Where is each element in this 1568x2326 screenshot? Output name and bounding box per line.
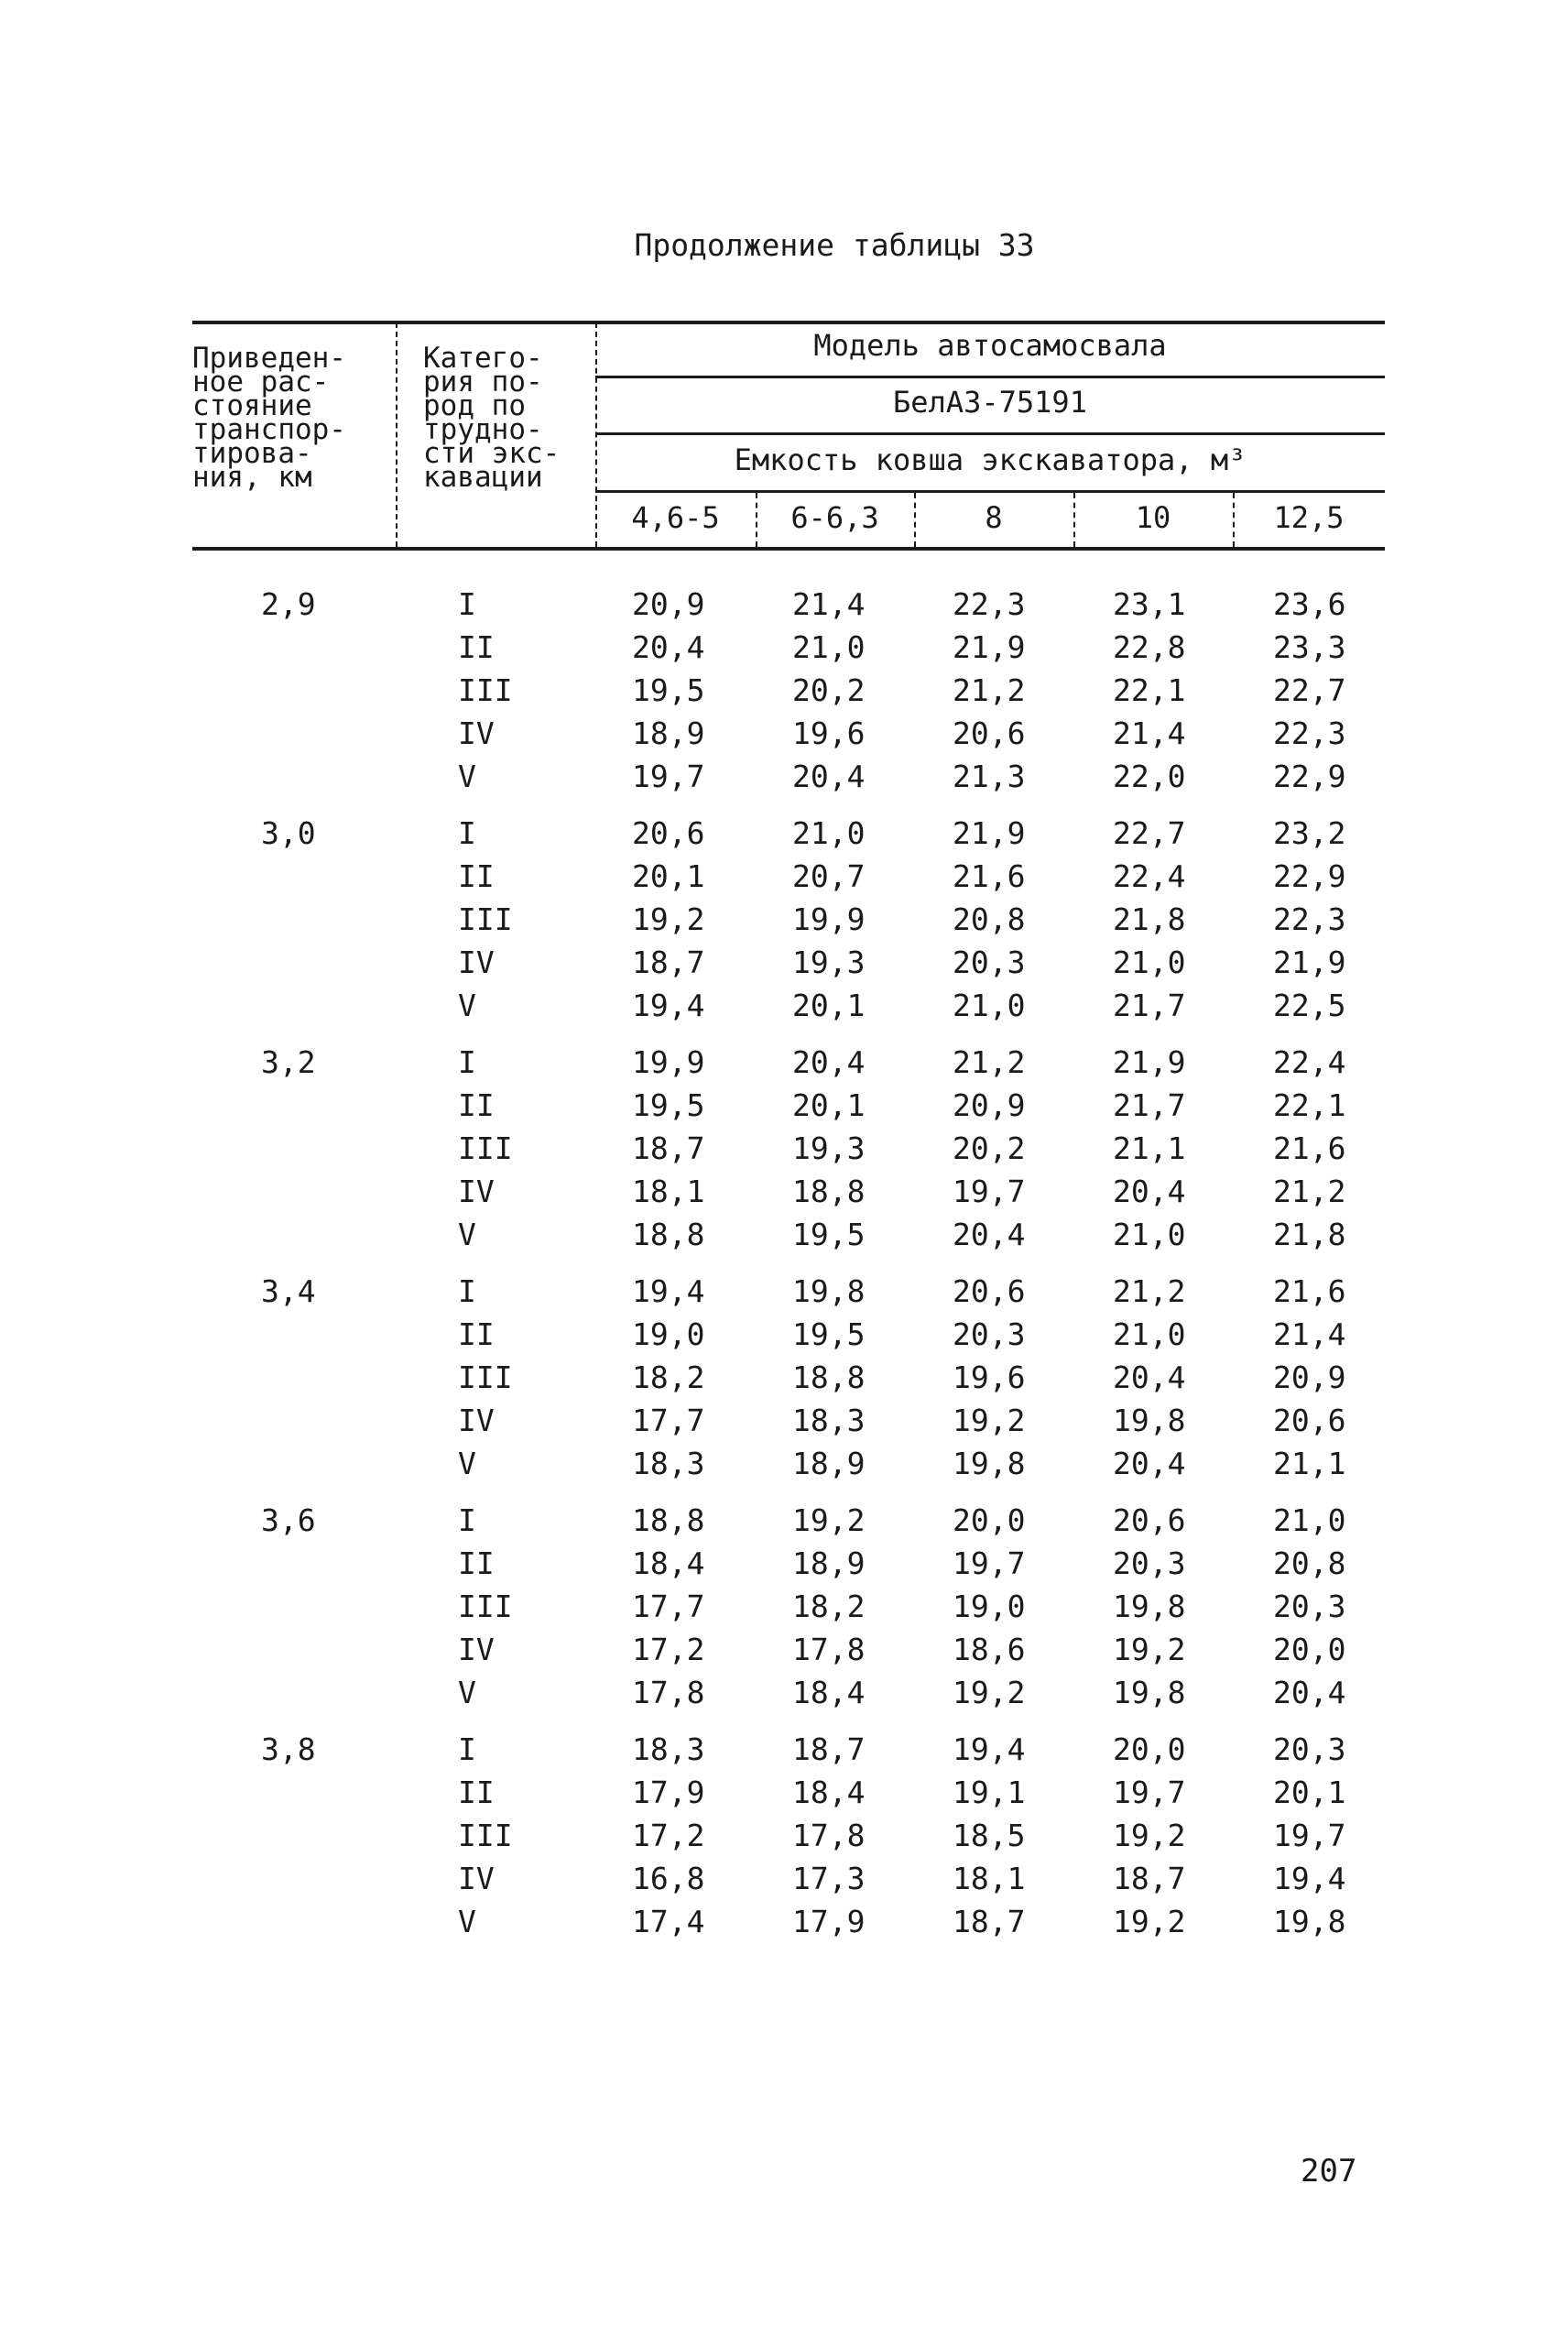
- header-bucket-size: 6-6,3: [790, 500, 879, 535]
- category-cell: I: [458, 1731, 476, 1767]
- table-row: [0, 1771, 1568, 1814]
- value-cell: 21,0: [1113, 1316, 1186, 1352]
- value-cell: 18,3: [632, 1446, 705, 1481]
- value-cell: 19,2: [1113, 1904, 1186, 1939]
- value-cell: 20,9: [953, 1087, 1026, 1123]
- value-cell: 21,2: [1273, 1174, 1346, 1209]
- value-cell: 19,7: [632, 759, 705, 794]
- value-cell: 19,2: [953, 1675, 1026, 1710]
- value-cell: 17,9: [792, 1904, 866, 1939]
- value-cell: 22,9: [1273, 858, 1346, 894]
- header-model-label: Модель автосамосвала: [813, 328, 1167, 363]
- value-cell: 17,8: [792, 1818, 866, 1853]
- value-cell: 20,4: [1113, 1174, 1186, 1209]
- value-cell: 19,2: [1113, 1818, 1186, 1853]
- value-cell: 20,8: [953, 901, 1026, 937]
- table-row: [0, 812, 1568, 855]
- value-cell: 19,6: [953, 1360, 1026, 1395]
- value-cell: 21,6: [1273, 1273, 1346, 1309]
- value-cell: 21,9: [1113, 1044, 1186, 1080]
- category-cell: IV: [458, 715, 495, 751]
- value-cell: 20,7: [792, 858, 866, 894]
- value-cell: 20,3: [1273, 1589, 1346, 1624]
- header-distance: Приведен- ное рас- стояние транспор- тирова- ния, км: [192, 342, 346, 494]
- table-row: [0, 583, 1568, 626]
- value-cell: 19,2: [1113, 1632, 1186, 1667]
- category-cell: II: [458, 1316, 495, 1352]
- value-cell: 18,8: [632, 1502, 705, 1538]
- category-cell: III: [458, 1589, 513, 1624]
- value-cell: 21,1: [1113, 1130, 1186, 1166]
- value-cell: 21,9: [953, 815, 1026, 851]
- value-cell: 19,7: [953, 1174, 1026, 1209]
- value-cell: 20,1: [792, 1087, 866, 1123]
- value-cell: 20,1: [792, 988, 866, 1023]
- value-cell: 22,4: [1273, 1044, 1346, 1080]
- table-row: [0, 712, 1568, 755]
- value-cell: 17,9: [632, 1775, 705, 1810]
- value-cell: 18,8: [792, 1360, 866, 1395]
- value-cell: 22,8: [1113, 629, 1186, 665]
- category-cell: III: [458, 672, 513, 708]
- value-cell: 20,6: [1113, 1502, 1186, 1538]
- value-cell: 22,7: [1273, 672, 1346, 708]
- category-cell: I: [458, 815, 476, 851]
- value-cell: 17,2: [632, 1818, 705, 1853]
- table-row: [0, 1041, 1568, 1084]
- category-cell: III: [458, 901, 513, 937]
- value-cell: 23,1: [1113, 586, 1186, 622]
- value-cell: 21,7: [1113, 1087, 1186, 1123]
- category-cell: V: [458, 1675, 476, 1710]
- value-cell: 21,7: [1113, 988, 1186, 1023]
- value-cell: 20,3: [953, 945, 1026, 980]
- value-cell: 22,1: [1273, 1087, 1346, 1123]
- value-cell: 18,2: [632, 1360, 705, 1395]
- value-cell: 20,9: [1273, 1360, 1346, 1395]
- value-cell: 18,9: [792, 1446, 866, 1481]
- value-cell: 20,4: [953, 1217, 1026, 1252]
- value-cell: 20,4: [632, 629, 705, 665]
- value-cell: 21,9: [953, 629, 1026, 665]
- value-cell: 19,4: [632, 1273, 705, 1309]
- distance-cell: 3,0: [261, 815, 316, 851]
- header-bucket-size: 10: [1135, 500, 1171, 535]
- value-cell: 18,1: [953, 1861, 1026, 1896]
- value-cell: 18,9: [792, 1545, 866, 1581]
- value-cell: 22,0: [1113, 759, 1186, 794]
- value-cell: 18,4: [632, 1545, 705, 1581]
- value-cell: 20,4: [792, 759, 866, 794]
- value-cell: 17,4: [632, 1904, 705, 1939]
- value-cell: 18,7: [792, 1731, 866, 1767]
- category-cell: V: [458, 759, 476, 794]
- value-cell: 22,7: [1113, 815, 1186, 851]
- table-row: [0, 1857, 1568, 1900]
- table-row: [0, 1313, 1568, 1356]
- value-cell: 19,7: [953, 1545, 1026, 1581]
- value-cell: 19,8: [953, 1446, 1026, 1481]
- value-cell: 19,5: [632, 672, 705, 708]
- category-cell: II: [458, 629, 495, 665]
- value-cell: 21,0: [792, 629, 866, 665]
- table-row: [0, 1442, 1568, 1485]
- value-cell: 20,3: [953, 1316, 1026, 1352]
- value-cell: 19,5: [792, 1316, 866, 1352]
- value-cell: 19,7: [1273, 1818, 1346, 1853]
- category-cell: II: [458, 858, 495, 894]
- value-cell: 23,2: [1273, 815, 1346, 851]
- value-cell: 19,8: [1113, 1403, 1186, 1438]
- table-row: [0, 1728, 1568, 1771]
- category-cell: V: [458, 1446, 476, 1481]
- table-row: [0, 1814, 1568, 1857]
- value-cell: 21,4: [792, 586, 866, 622]
- table-row: [0, 1671, 1568, 1714]
- value-cell: 20,2: [792, 672, 866, 708]
- value-cell: 18,3: [632, 1731, 705, 1767]
- table-row: [0, 1084, 1568, 1127]
- value-cell: 19,8: [792, 1273, 866, 1309]
- value-cell: 19,1: [953, 1775, 1026, 1810]
- value-cell: 19,2: [632, 901, 705, 937]
- table-row: [0, 1499, 1568, 1542]
- table-row: [0, 1170, 1568, 1213]
- distance-cell: 2,9: [261, 586, 316, 622]
- value-cell: 17,7: [632, 1589, 705, 1624]
- value-cell: 21,1: [1273, 1446, 1346, 1481]
- value-cell: 21,2: [953, 1044, 1026, 1080]
- table-row: [0, 1356, 1568, 1399]
- value-cell: 21,9: [1273, 945, 1346, 980]
- value-cell: 17,3: [792, 1861, 866, 1896]
- value-cell: 20,3: [1113, 1545, 1186, 1581]
- value-cell: 19,4: [1273, 1861, 1346, 1896]
- category-cell: IV: [458, 1861, 495, 1896]
- header-rule-bucket: [595, 490, 1385, 493]
- value-cell: 21,2: [1113, 1273, 1186, 1309]
- table-row: [0, 898, 1568, 941]
- value-cell: 19,3: [792, 1130, 866, 1166]
- value-cell: 20,0: [1273, 1632, 1346, 1667]
- value-cell: 21,4: [1273, 1316, 1346, 1352]
- value-cell: 23,3: [1273, 629, 1346, 665]
- category-cell: IV: [458, 1632, 495, 1667]
- value-cell: 20,3: [1273, 1731, 1346, 1767]
- category-cell: V: [458, 1904, 476, 1939]
- value-cell: 18,8: [792, 1174, 866, 1209]
- category-cell: IV: [458, 945, 495, 980]
- value-cell: 22,3: [953, 586, 1026, 622]
- table-row: [0, 941, 1568, 984]
- value-cell: 19,2: [953, 1403, 1026, 1438]
- value-cell: 18,7: [632, 945, 705, 980]
- category-cell: IV: [458, 1174, 495, 1209]
- value-cell: 18,2: [792, 1589, 866, 1624]
- value-cell: 20,6: [953, 715, 1026, 751]
- value-cell: 19,8: [1113, 1589, 1186, 1624]
- header-bucket-label: Емкость ковша экскаватора, м³: [734, 442, 1247, 477]
- value-cell: 17,7: [632, 1403, 705, 1438]
- value-cell: 21,0: [1273, 1502, 1346, 1538]
- value-cell: 17,8: [632, 1675, 705, 1710]
- value-cell: 18,8: [632, 1217, 705, 1252]
- value-cell: 20,4: [1273, 1675, 1346, 1710]
- category-cell: I: [458, 1044, 476, 1080]
- value-cell: 19,5: [632, 1087, 705, 1123]
- value-cell: 22,4: [1113, 858, 1186, 894]
- value-cell: 21,0: [1113, 1217, 1186, 1252]
- value-cell: 18,3: [792, 1403, 866, 1438]
- value-cell: 20,1: [632, 858, 705, 894]
- value-cell: 18,9: [632, 715, 705, 751]
- table-row: [0, 1399, 1568, 1442]
- value-cell: 21,8: [1113, 901, 1186, 937]
- distance-cell: 3,8: [261, 1731, 316, 1767]
- distance-cell: 3,6: [261, 1502, 316, 1538]
- distance-cell: 3,2: [261, 1044, 316, 1080]
- header-category: Катего- рия по- род по трудно- сти экс- кавации: [423, 342, 561, 494]
- category-cell: IV: [458, 1403, 495, 1438]
- category-cell: I: [458, 1502, 476, 1538]
- value-cell: 18,4: [792, 1775, 866, 1810]
- value-cell: 20,4: [1113, 1360, 1186, 1395]
- value-cell: 18,1: [632, 1174, 705, 1209]
- value-cell: 18,6: [953, 1632, 1026, 1667]
- header-top-rule: [192, 321, 1385, 324]
- value-cell: 21,8: [1273, 1217, 1346, 1252]
- value-cell: 21,3: [953, 759, 1026, 794]
- header-bottom-rule: [192, 547, 1385, 551]
- value-cell: 19,2: [792, 1502, 866, 1538]
- header-bucket-size: 12,5: [1273, 500, 1345, 535]
- value-cell: 22,3: [1273, 901, 1346, 937]
- value-cell: 19,0: [632, 1316, 705, 1352]
- value-cell: 22,9: [1273, 759, 1346, 794]
- value-cell: 20,0: [953, 1502, 1026, 1538]
- table-row: [0, 626, 1568, 669]
- value-cell: 21,2: [953, 672, 1026, 708]
- table-row: [0, 1628, 1568, 1671]
- category-cell: V: [458, 988, 476, 1023]
- value-cell: 20,6: [632, 815, 705, 851]
- value-cell: 19,4: [953, 1731, 1026, 1767]
- category-cell: I: [458, 586, 476, 622]
- value-cell: 20,0: [1113, 1731, 1186, 1767]
- category-cell: II: [458, 1087, 495, 1123]
- table-row: [0, 1127, 1568, 1170]
- distance-cell: 3,4: [261, 1273, 316, 1309]
- table-row: [0, 669, 1568, 712]
- value-cell: 21,0: [953, 988, 1026, 1023]
- value-cell: 19,8: [1273, 1904, 1346, 1939]
- category-cell: V: [458, 1217, 476, 1252]
- value-cell: 20,6: [1273, 1403, 1346, 1438]
- page-number: 207: [1301, 2153, 1357, 2189]
- header-bucket-size: 4,6-5: [631, 500, 720, 535]
- table-row: [0, 1900, 1568, 1943]
- value-cell: 20,6: [953, 1273, 1026, 1309]
- value-cell: 21,6: [1273, 1130, 1346, 1166]
- table-row: [0, 1213, 1568, 1256]
- value-cell: 19,5: [792, 1217, 866, 1252]
- value-cell: 18,7: [953, 1904, 1026, 1939]
- value-cell: 20,4: [1113, 1446, 1186, 1481]
- value-cell: 20,2: [953, 1130, 1026, 1166]
- value-cell: 20,9: [632, 586, 705, 622]
- value-cell: 21,6: [953, 858, 1026, 894]
- category-cell: II: [458, 1775, 495, 1810]
- value-cell: 18,7: [1113, 1861, 1186, 1896]
- table-row: [0, 1585, 1568, 1628]
- value-cell: 19,8: [1113, 1675, 1186, 1710]
- category-cell: III: [458, 1130, 513, 1166]
- table-caption: Продолжение таблицы 33: [634, 227, 1035, 263]
- value-cell: 22,1: [1113, 672, 1186, 708]
- value-cell: 21,0: [1113, 945, 1186, 980]
- header-divider: [396, 322, 397, 547]
- value-cell: 19,9: [632, 1044, 705, 1080]
- table-row: [0, 1270, 1568, 1313]
- value-cell: 17,2: [632, 1632, 705, 1667]
- value-cell: 19,9: [792, 901, 866, 937]
- value-cell: 17,8: [792, 1632, 866, 1667]
- category-cell: III: [458, 1360, 513, 1395]
- value-cell: 19,6: [792, 715, 866, 751]
- header-model-name: БелАЗ-75191: [893, 385, 1087, 420]
- value-cell: 16,8: [632, 1861, 705, 1896]
- value-cell: 22,5: [1273, 988, 1346, 1023]
- category-cell: I: [458, 1273, 476, 1309]
- value-cell: 18,7: [632, 1130, 705, 1166]
- value-cell: 19,7: [1113, 1775, 1186, 1810]
- value-cell: 19,4: [632, 988, 705, 1023]
- category-cell: II: [458, 1545, 495, 1581]
- table-row: [0, 984, 1568, 1027]
- table-row: [0, 755, 1568, 798]
- table-row: [0, 855, 1568, 898]
- header-rule-bus: [595, 432, 1385, 435]
- header-bucket-size: 8: [985, 500, 1003, 535]
- value-cell: 19,3: [792, 945, 866, 980]
- value-cell: 22,3: [1273, 715, 1346, 751]
- value-cell: 20,4: [792, 1044, 866, 1080]
- value-cell: 18,4: [792, 1675, 866, 1710]
- value-cell: 19,0: [953, 1589, 1026, 1624]
- value-cell: 20,8: [1273, 1545, 1346, 1581]
- value-cell: 21,4: [1113, 715, 1186, 751]
- value-cell: 23,6: [1273, 586, 1346, 622]
- category-cell: III: [458, 1818, 513, 1853]
- value-cell: 18,5: [953, 1818, 1026, 1853]
- value-cell: 21,0: [792, 815, 866, 851]
- table-row: [0, 1542, 1568, 1585]
- value-cell: 20,1: [1273, 1775, 1346, 1810]
- header-rule-model: [595, 376, 1385, 378]
